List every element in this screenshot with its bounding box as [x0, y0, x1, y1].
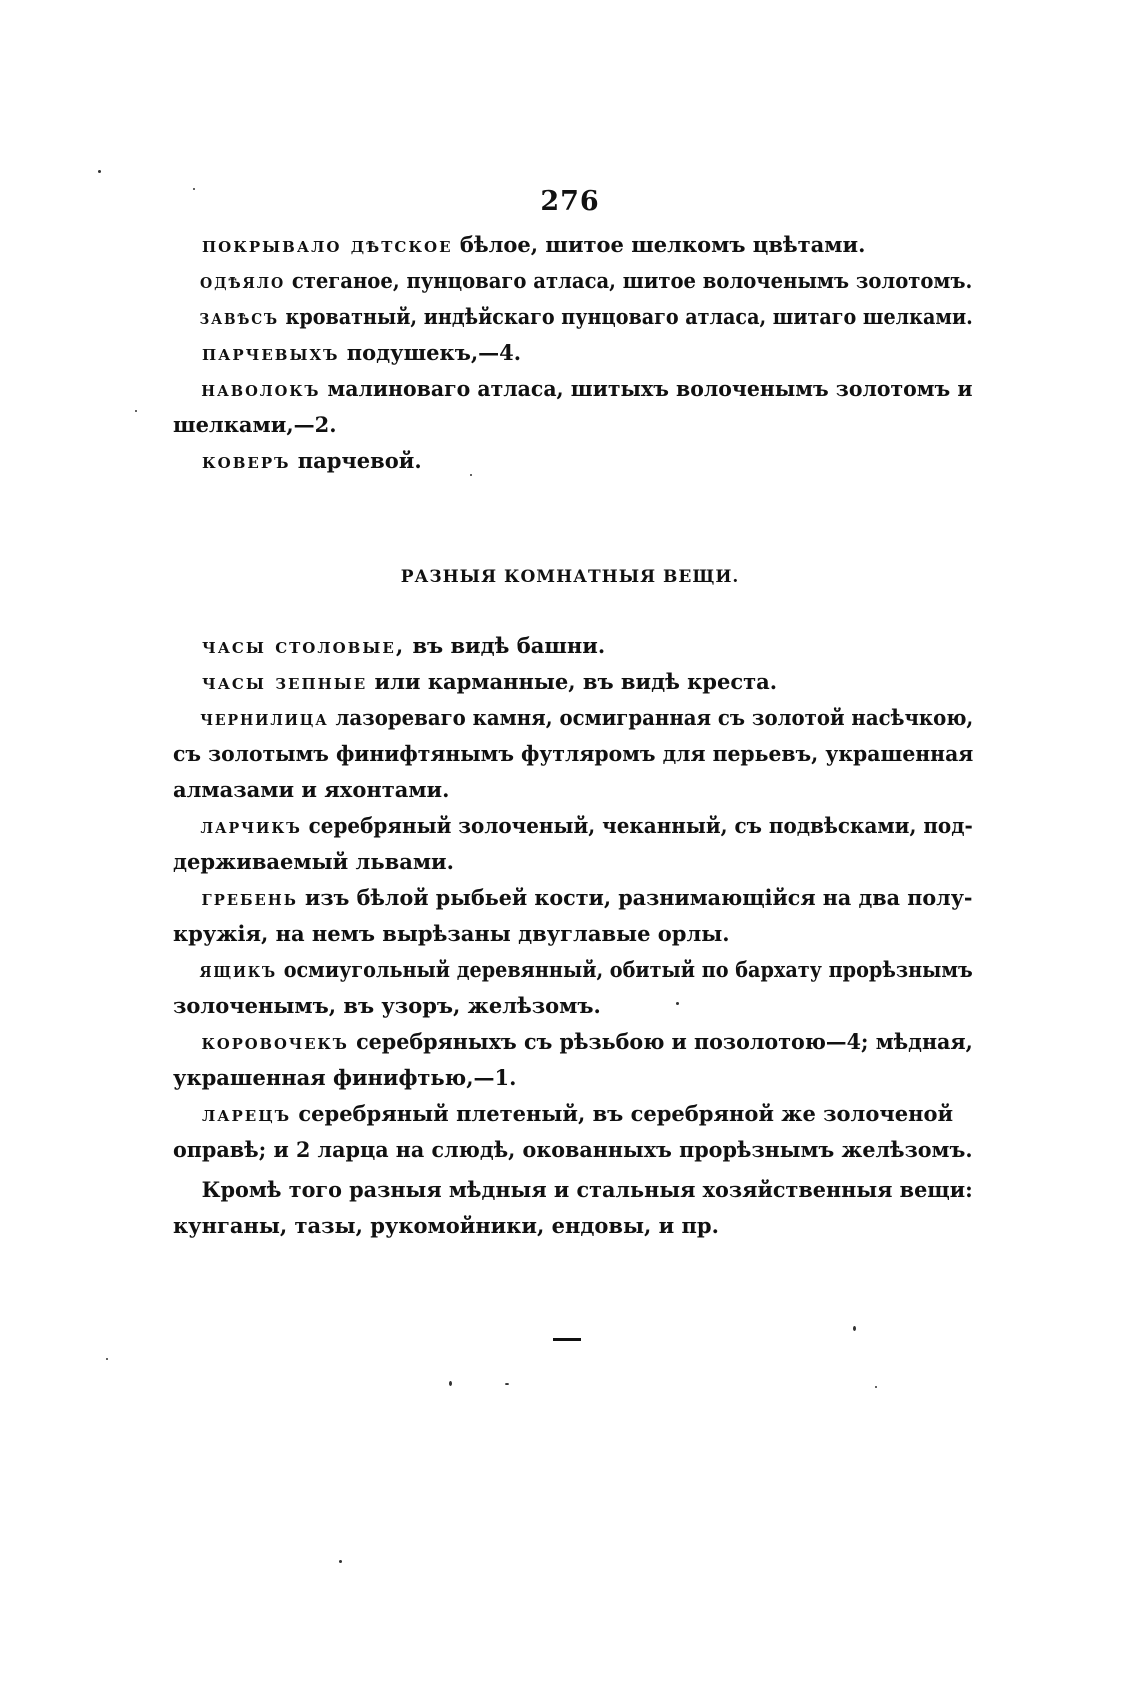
scan-speck: [135, 410, 137, 412]
entry-line: наволокъ малиноваго атласа, шитыхъ волоченымъ золотомъ и: [201, 376, 973, 401]
entry-line: ларчикъ серебряный золоченый, чеканный, съ подвѣсками, под-: [200, 813, 973, 838]
entry-line: держиваемый львами.: [173, 849, 454, 874]
entry-line: кружія, на немъ вырѣзаны двуглавые орлы.: [173, 921, 730, 946]
scan-speck: [449, 1381, 452, 1386]
entry-line: одѣяло стеганое, пунцоваго атласа, шитое волоченымъ золотомъ.: [200, 268, 973, 293]
entry-line: чернилица лазореваго камня, осмигранная съ золотой насѣчкою,: [200, 705, 974, 730]
entry-line: коровочекъ серебряныхъ съ рѣзьбою и позолотою—4; мѣдная,: [201, 1029, 973, 1054]
end-rule: [553, 1338, 581, 1341]
entry-line: завѣсъ кроватный, индѣйскаго пунцоваго атласа, шитаго шелками.: [199, 304, 973, 329]
scan-speck: [193, 188, 195, 190]
entry-line: съ золотымъ финифтянымъ футляромъ для перьевъ, украшенная: [173, 741, 974, 766]
entry-line: кунганы, тазы, рукомойники, ендовы, и пр.: [173, 1213, 719, 1238]
scan-speck: [470, 474, 472, 476]
scan-speck: [853, 1326, 856, 1331]
entries-bedding: [173, 227, 973, 479]
entry-line: гребень изъ бѣлой рыбьей кости, разнимающійся на два полу-: [201, 885, 973, 910]
entry-line: парчевыхъ подушекъ,—4.: [202, 340, 522, 365]
entry-line: украшенная финифтью,—1.: [173, 1065, 517, 1090]
entry-line: ящикъ осмиугольный деревянный, обитый по бархату прорѣзнымъ: [199, 957, 973, 982]
entry-line: Кромѣ того разныя мѣдныя и стальныя хозяйственныя вещи:: [201, 1177, 973, 1202]
scan-speck: [106, 1358, 108, 1360]
scan-speck: [875, 1386, 877, 1388]
entry-line: покрывало дѣтское бѣлое, шитое шелкомъ цвѣтами.: [202, 232, 866, 257]
entry-line: оправѣ; и 2 ларца на слюдѣ, окованныхъ прорѣзнымъ желѣзомъ.: [173, 1137, 973, 1162]
entry-line: алмазами и яхонтами.: [173, 777, 450, 802]
entries-room-items: [173, 628, 973, 1244]
scan-speck: [98, 170, 101, 173]
scan-speck: [676, 1002, 679, 1005]
entry-line: золоченымъ, въ узоръ, желѣзомъ.: [173, 993, 601, 1018]
entry-line: коверъ парчевой.: [202, 448, 422, 473]
scan-speck: [505, 1383, 509, 1385]
entry-line: часы зепные или карманные, въ видѣ креста.: [202, 669, 778, 694]
page-number: 276: [540, 186, 600, 217]
entry-line: ларецъ серебряный плетеный, въ серебряной же золоченой: [202, 1101, 954, 1126]
section-heading: РАЗНЫЯ КОМНАТНЫЯ ВЕЩИ.: [400, 567, 740, 587]
scan-speck: [339, 1560, 342, 1563]
entry-line: часы столовые, въ видѣ башни.: [202, 633, 606, 658]
entry-line: шелками,—2.: [173, 412, 337, 437]
